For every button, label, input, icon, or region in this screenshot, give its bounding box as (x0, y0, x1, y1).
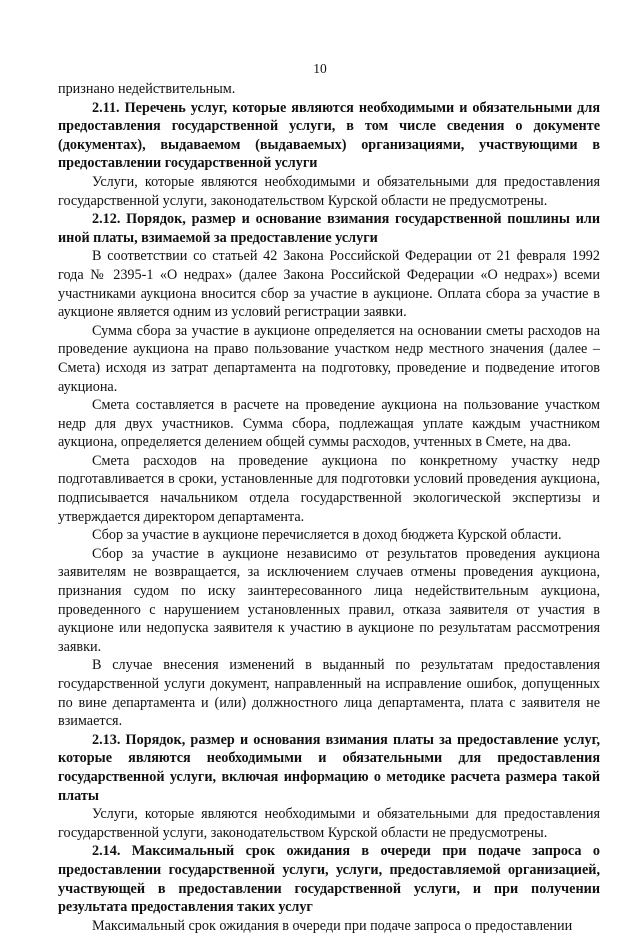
section-heading: 2.11. Перечень услуг, которые являются необходимыми и обязательными для предоставления государственной услуги, в том числе сведения о документе (документах), выдаваемом (выдаваемых) организациями, участвующими в предоставлении государственной услуги (58, 99, 600, 172)
body-paragraph: признано недействительным. (58, 81, 236, 97)
body-paragraph: Услуги, которые являются необходимыми и обязательными для предоставления государственной услуги, законодательством Курской области не предусмотрены. (58, 806, 600, 841)
body-paragraph: Смета расходов на проведение аукциона по конкретному участку недр подготавливается в сроки, установленные для подготовки условий проведения аукциона, подписывается начальником отдела государственной экологической экспертизы и утверждается директором департамента. (58, 452, 600, 525)
body-paragraph: Сбор за участие в аукционе независимо от результатов проведения аукциона заявителям не возвращается, за исключением случаев отмены проведения аукциона, признания судом по иску заинтересованного лица недействительным аукциона, проведенного с нарушением установленных правил, отказа заявителя от участия в аукционе или недопуска заявителя к участию в аукционе по результатам рассмотрения заявки. (58, 545, 600, 655)
section-heading: 2.13. Порядок, размер и основания взимания платы за предоставление услуг, которые являются необходимыми и обязательными для предоставления государственной услуги, включая информацию о методике расчета размера такой платы (58, 731, 600, 804)
body-paragraph: В случае внесения изменений в выданный по результатам предоставления государственной услуги документ, направленный на исправление ошибок, допущенных по вине департамента и (или) должностного лица департамента, плата с заявителя не взимается. (58, 657, 600, 730)
section-heading: 2.12. Порядок, размер и основание взимания государственной пошлины или иной платы, взимаемой за предоставление услуги (58, 211, 600, 246)
body-paragraph: Сбор за участие в аукционе перечисляется в доход бюджета Курской области. (92, 527, 562, 544)
body-paragraph: Максимальный срок ожидания в очереди при подаче запроса о предоставлении (92, 917, 573, 934)
page-number: 10 (313, 61, 327, 76)
body-paragraph: Услуги, которые являются необходимыми и обязательными для предоставления государственной услуги, законодательством Курской области не предусмотрены. (58, 173, 600, 209)
body-paragraph: Смета составляется в расчете на проведение аукциона на пользование участком недр для двух участников. Сумма сбора, подлежащая уплате каждым участником аукциона, определяется делением общей суммы расходов, учтенных в Смете, на два. (58, 397, 600, 451)
body-paragraph: В соответствии со статьей 42 Закона Российской Федерации от 21 февраля 1992 года № 2395-1 «О недрах» (далее Закона Российской Федерации «О недрах») всеми участниками аукциона вносится сбор за участие в аукционе. Оплата сбора за участие в аукционе является одним из условий регистрации заявки. (58, 248, 600, 321)
section-heading: 2.14. Максимальный срок ожидания в очереди при подаче запроса о предоставлении государственной услуги, услуги, предоставляемой организацией, участвующей в предоставлении государственной услуги, и при получении результата предоставления таких услуг (58, 843, 600, 916)
document-body (58, 80, 600, 935)
body-paragraph: Сумма сбора за участие в аукционе определяется на основании сметы расходов на проведение аукциона на право пользование участком недр местного значения (далее – Смета) исходя из затрат департамента на подготовку, проведение и подведение итогов аукциона. (58, 322, 600, 395)
